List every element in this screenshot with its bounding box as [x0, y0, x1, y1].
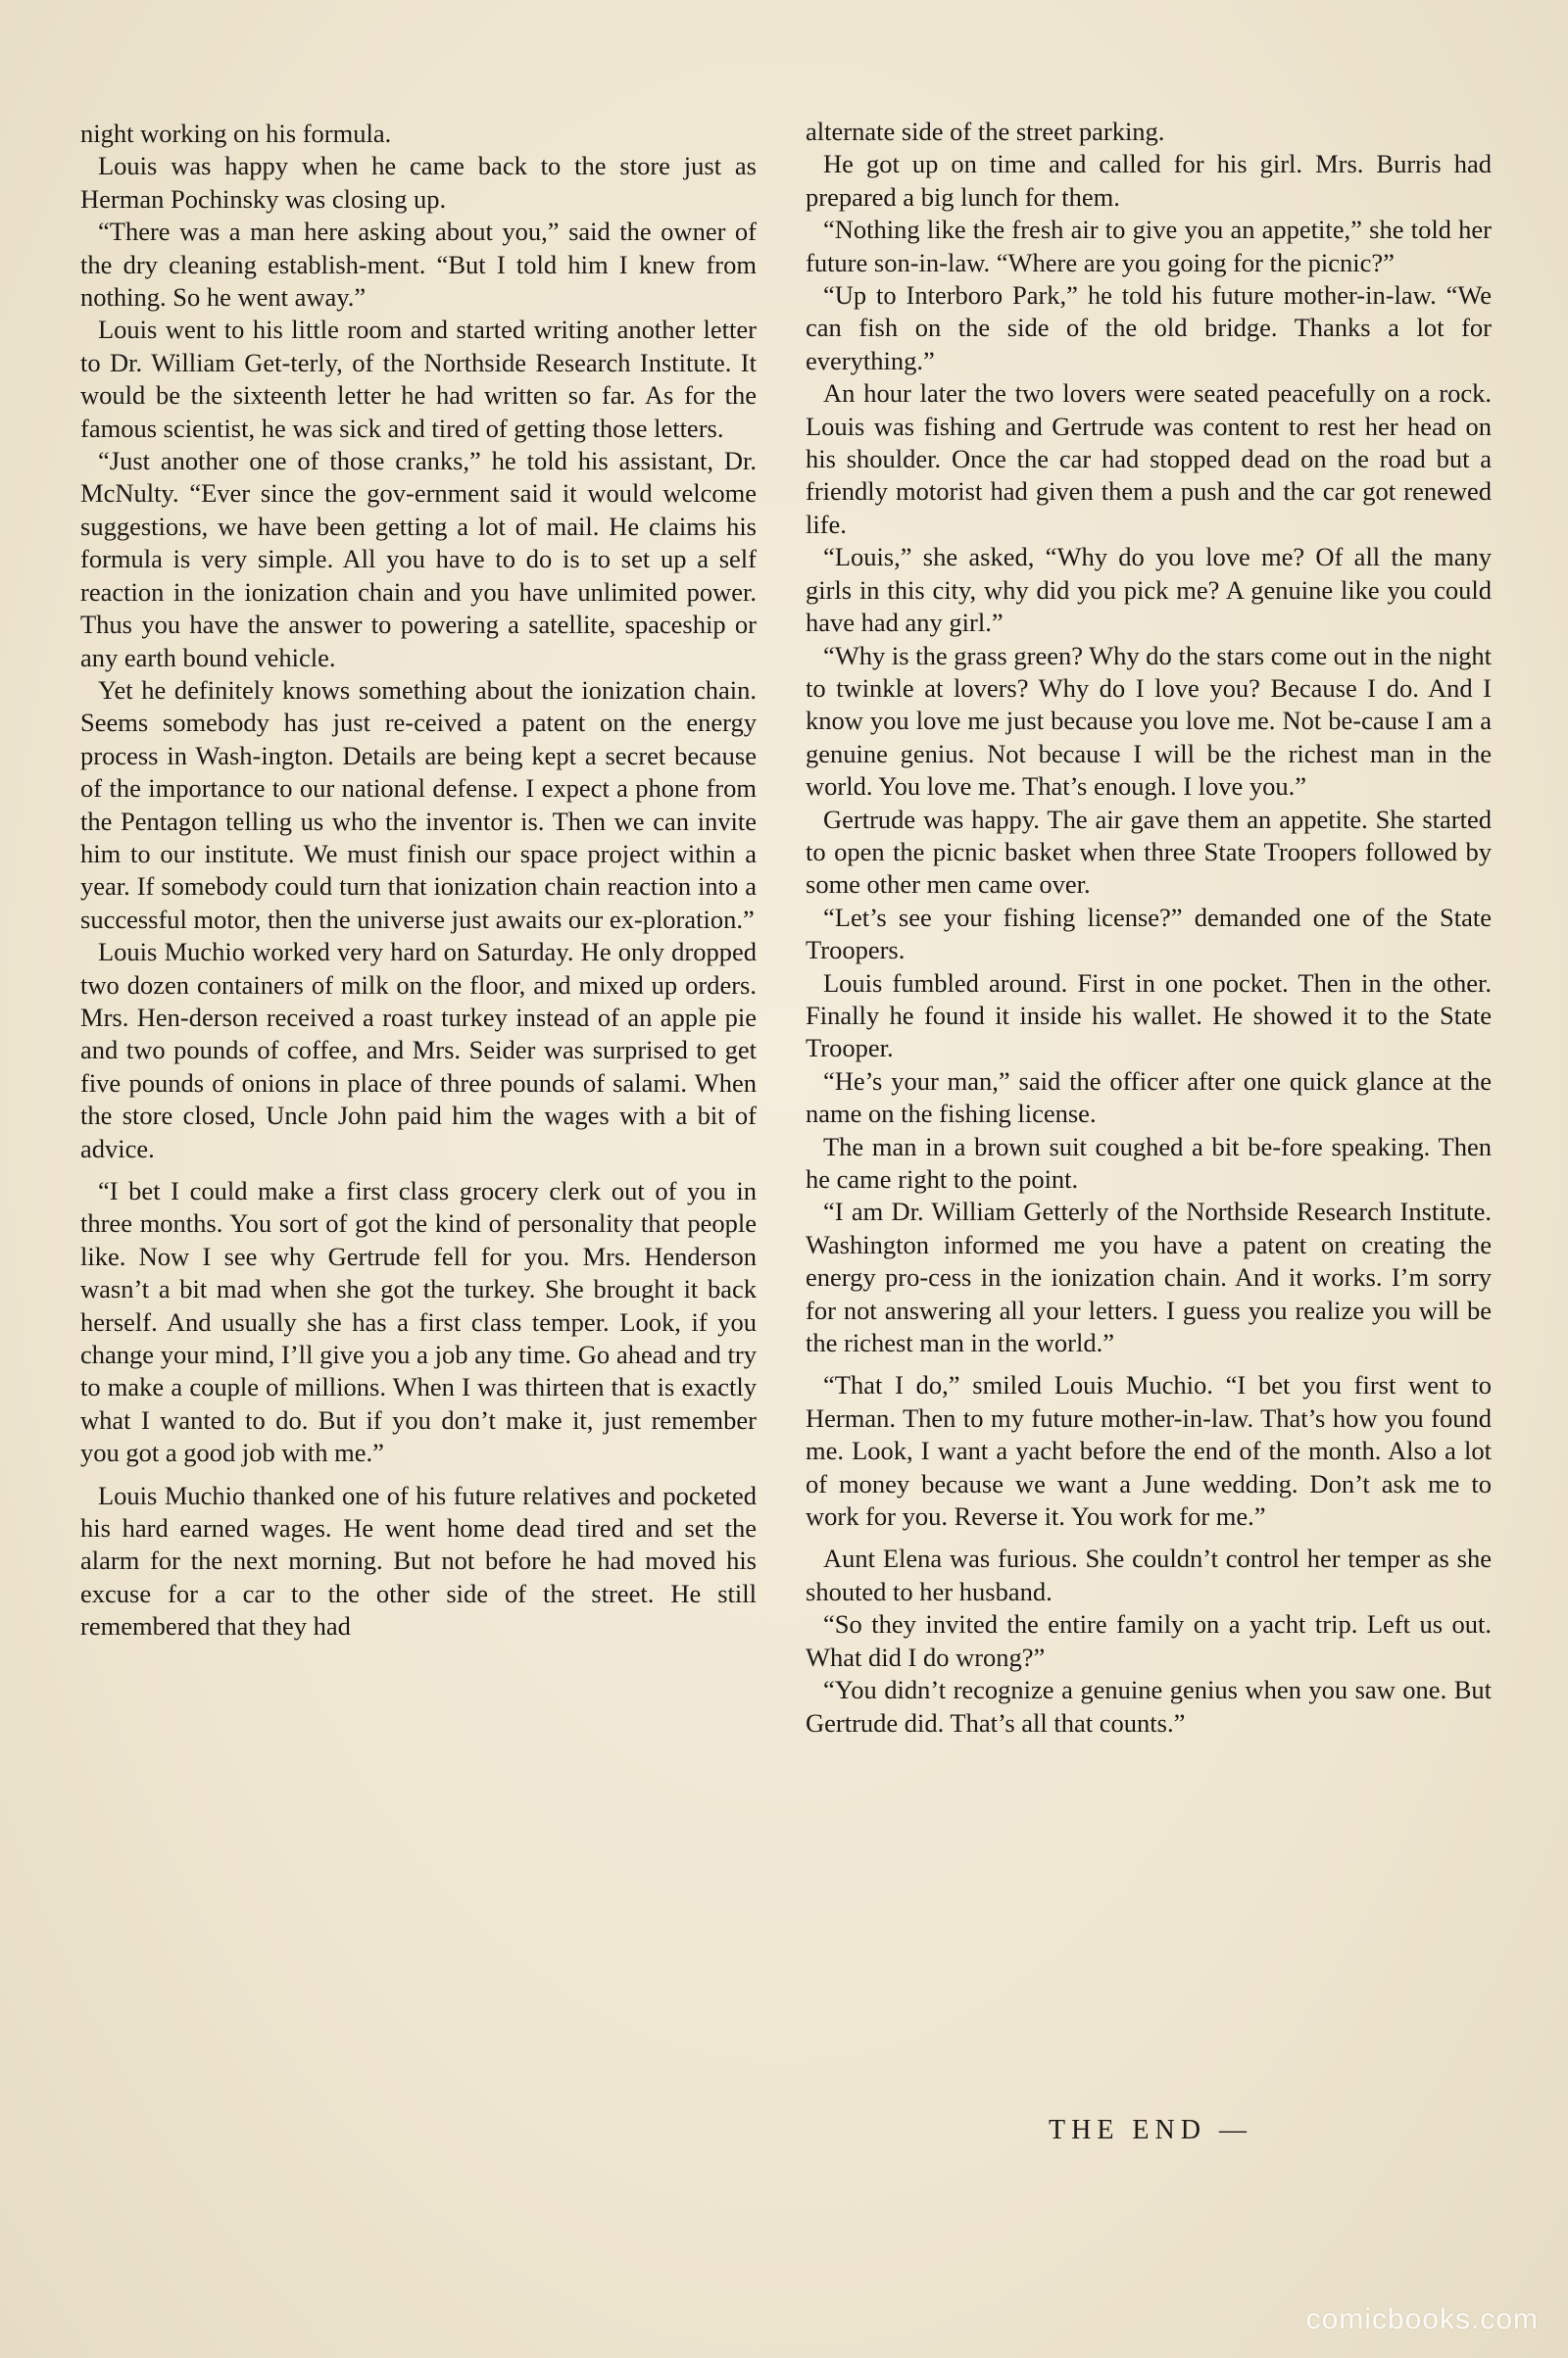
paragraph: Gertrude was happy. The air gave them an appetite. She started to open the picnic basket when three State Troopers followed by some other men came over. [806, 804, 1492, 900]
paragraph: “You didn’t recognize a genuine genius when you saw one. But Gertrude did. That’s all that counts.” [806, 1675, 1492, 1738]
paragraph: “Nothing like the fresh air to give you an appetite,” she told her future son-in-law. “Where are you going for the picnic?” [806, 215, 1492, 277]
watermark: comicbooks.com [1305, 2303, 1539, 2335]
paragraph: “I bet I could make a first class grocery clerk out of you in three months. You sort of got the kind of personality that people like. Now I see why Gertrude fell for you. Mrs. Henderson wasn’t a bit mad when she got the turkey. She brought it back herself. And usually she has a first class temper. Look, if you change your mind, I’ll give you a job any time. Go ahead and try to make a couple of millions. When I was thirteen that is exactly what I wanted to do. But if you don’t make it, just remember you got a good job with me.” [80, 1176, 757, 1468]
paragraph: The man in a brown suit coughed a bit be-fore speaking. Then he came right to the point. [806, 1131, 1492, 1194]
paragraph: “Up to Interboro Park,” he told his future mother-in-law. “We can fish on the side of the old bridge. Thanks a lot for everything.” [806, 280, 1492, 375]
paragraph: Yet he definitely knows something about the ionization chain. Seems somebody has just re-ceived a patent on the energy process in Wash-ington. Details are being kept a secret because of the importance to our national defense. I expect a phone from the Pentagon telling us who the inventor is. Then we can invite him to our institute. We must finish our space project within a year. If somebody could turn that ionization chain reaction into a successful motor, then the universe just awaits our ex-ploration.” [80, 674, 757, 934]
paragraph: Aunt Elena was furious. She couldn’t control her temper as she shouted to her husband. [806, 1544, 1492, 1606]
paragraph: “Why is the grass green? Why do the stars come out in the night to twinkle at lovers? Why do I love you? Because I do. And I know you love me just because you love me. Not be-cause I am a genuine genius. Not because I will be the richest man in the world. You love me. That’s enough. I love you.” [806, 640, 1492, 802]
paragraph: “Louis,” she asked, “Why do you love me? Of all the many girls in this city, why did you pick me? A genuine like you could have had any girl.” [806, 542, 1492, 638]
paragraph: Louis fumbled around. First in one pocket. Then in the other. Finally he found it inside his wallet. He showed it to the State Trooper. [806, 967, 1492, 1063]
the-end-marker: THE END — [1049, 2115, 1252, 2145]
paragraph: Louis went to his little room and started writing another letter to Dr. William Get-terly, of the Northside Research Institute. It would be the sixteenth letter he had written so far. As for the famous scientist, he was sick and tired of getting those letters. [80, 315, 757, 443]
paragraph: “I am Dr. William Getterly of the Northside Research Institute. Washington informed me you have a patent on creating the energy pro-cess in the ionization chain. And it works. I’m sorry for not answering all your letters. I guess you realize you will be the richest man in the world.” [806, 1197, 1492, 1358]
left-text-column [80, 118, 757, 1644]
paragraph: Louis was happy when he came back to the store just as Herman Pochinsky was closing up. [80, 151, 757, 214]
right-text-column [806, 116, 1492, 1740]
paragraph: night working on his formula. [80, 119, 392, 148]
paragraph: “Just another one of those cranks,” he told his assistant, Dr. McNulty. “Ever since the gov-ernment said it would welcome suggestions, we have been getting a lot of mail. He claims his formula is very simple. All you have to do is to set up a self reaction in the ionization chain and you have unlimited power. Thus you have the answer to powering a satellite, spaceship or any earth bound vehicle. [80, 446, 757, 672]
paragraph: “That I do,” smiled Louis Muchio. “I bet you first went to Herman. Then to my future mother-in-law. That’s how you found me. Look, I want a yacht before the end of the month. Also a lot of money because we want a June wedding. Don’t ask me to work for you. Reverse it. You work for me.” [806, 1370, 1492, 1532]
paragraph: “He’s your man,” said the officer after one quick glance at the name on the fishing license. [806, 1065, 1492, 1129]
paragraph: An hour later the two lovers were seated peacefully on a rock. Louis was fishing and Gertrude was content to rest her head on his shoulder. Once the car had stopped dead on the road but a friendly motorist had given them a push and the car got renewed life. [806, 378, 1492, 539]
paragraph: “So they invited the entire family on a yacht trip. Left us out. What did I do wrong?” [806, 1609, 1492, 1672]
paragraph: “Let’s see your fishing license?” demanded one of the State Troopers. [806, 902, 1492, 965]
paragraph: Louis Muchio thanked one of his future relatives and pocketed his hard earned wages. He went home dead tired and set the alarm for the next morning. But not before he had moved his excuse for a car to the other side of the street. He still remembered that they had [80, 1480, 757, 1642]
paragraph: “There was a man here asking about you,” said the owner of the dry cleaning establish-ment. “But I told him I knew from nothing. So he went away.” [80, 217, 757, 313]
paragraph: He got up on time and called for his girl. Mrs. Burris had prepared a big lunch for them. [806, 149, 1492, 212]
paragraph: alternate side of the street parking. [806, 117, 1165, 146]
paragraph: Louis Muchio worked very hard on Saturday. He only dropped two dozen containers of milk on the floor, and mixed up orders. Mrs. Hen-derson received a roast turkey instead of an apple pie and two pounds of coffee, and Mrs. Seider was surprised to get five pounds of onions in place of three pounds of salami. When the store closed, Uncle John paid him the wages with a bit of advice. [80, 937, 757, 1163]
